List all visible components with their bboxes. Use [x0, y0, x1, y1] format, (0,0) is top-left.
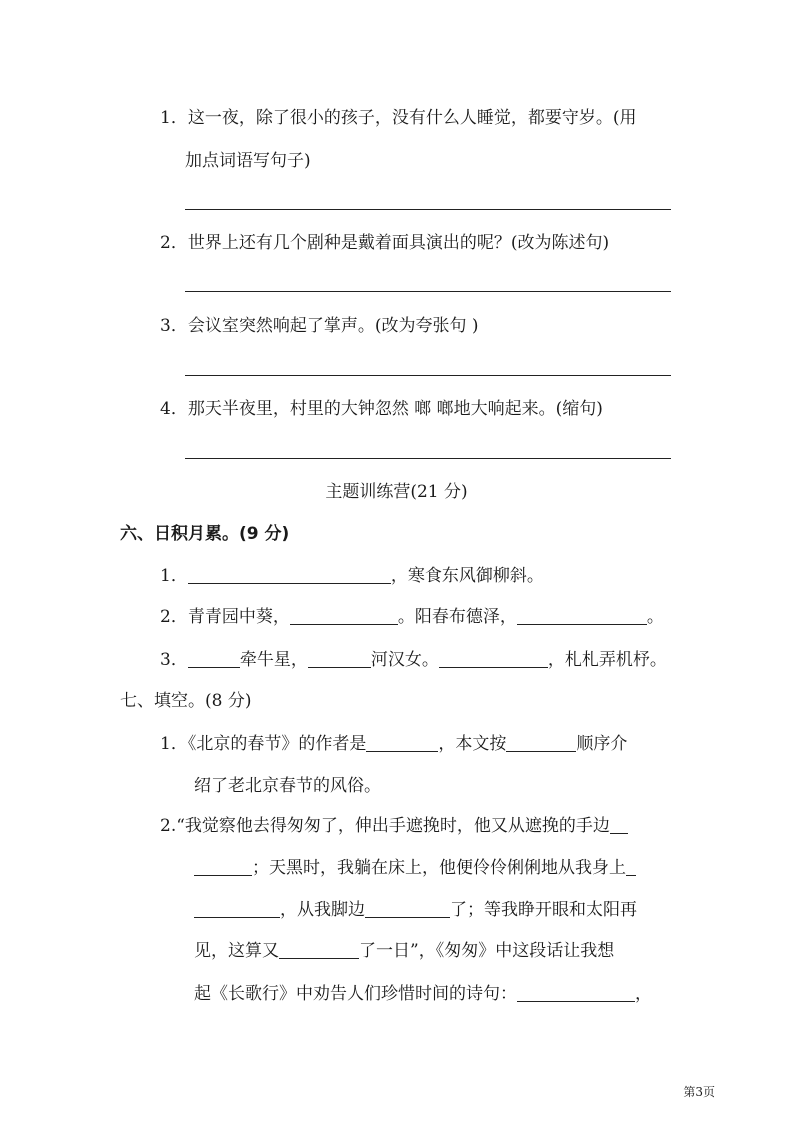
q7-1-c: 顺序介 — [576, 734, 628, 754]
answer-line-1[interactable] — [185, 209, 671, 210]
section6-heading: 六、日积月累。(9 分) — [120, 524, 290, 544]
q6-2-c: 。 — [646, 607, 664, 627]
q7-2-l1: 2.“我觉察他去得匆匆了，伸出手遮挽时，他又从遮挽的手边 — [160, 816, 610, 836]
q7-2-blank4[interactable] — [194, 899, 280, 918]
q7-1-line2: 绍了老北京春节的风俗。 — [194, 776, 381, 796]
q7-2-l5b: ， — [635, 984, 652, 1004]
q6-2-blank2[interactable] — [517, 606, 647, 625]
q6-1-num: 1． — [160, 566, 188, 586]
q7-2-l2a: ；天黑时，我躺在床上，他便伶伶俐俐地从我身上 — [252, 858, 626, 878]
q7-2-l3b: 了；等我睁开眼和太阳再 — [450, 900, 637, 920]
q7-2-line1 — [160, 815, 628, 837]
q5-3: 3．会议室突然响起了掌声。(改为夸张句 ) — [160, 316, 479, 336]
q6-3 — [160, 649, 667, 671]
q7-2-blank3[interactable] — [626, 857, 636, 876]
q7-1-blank1[interactable] — [366, 733, 438, 752]
q5-1-line2: 加点词语写句子) — [185, 151, 311, 171]
q7-2-blank5[interactable] — [365, 899, 450, 918]
q7-2-blank1[interactable] — [610, 815, 628, 834]
answer-line-4[interactable] — [185, 458, 671, 459]
q6-1 — [160, 565, 544, 587]
q6-2-b: 。阳春布德泽， — [397, 607, 517, 627]
q7-2-line2 — [194, 857, 636, 879]
q7-1-a: 1．《北京的春节》的作者是 — [160, 734, 367, 754]
q6-3-a: 牵牛星， — [239, 650, 308, 670]
q6-3-b: 河汉女。 — [370, 650, 439, 670]
q7-2-blank7[interactable] — [517, 983, 635, 1002]
theme-title: 主题训练营(21 分) — [325, 482, 468, 502]
q6-1-blank[interactable] — [188, 565, 391, 584]
q5-1-line1: 1．这一夜，除了很小的孩子，没有什么人睡觉，都要守岁。(用 — [160, 108, 637, 128]
section7-heading: 七、填空。(8 分) — [120, 691, 252, 711]
q6-3-blank2[interactable] — [308, 649, 371, 668]
answer-line-2[interactable] — [185, 291, 671, 292]
q7-2-l3a: ，从我脚边 — [280, 900, 365, 920]
q6-2-a: 2．青青园中葵， — [160, 607, 290, 627]
q5-2: 2．世界上还有几个剧种是戴着面具演出的呢？(改为陈述句) — [160, 233, 610, 253]
page-number: 第3页 — [683, 1085, 715, 1099]
q7-1-line1 — [160, 733, 627, 755]
q7-2-l5a: 起《长歌行》中劝告人们珍惜时间的诗句： — [194, 984, 517, 1004]
answer-line-3[interactable] — [185, 375, 671, 376]
q6-3-c: ，札札弄机杼。 — [547, 650, 667, 670]
q6-2 — [160, 606, 664, 628]
q7-2-l4b: 了一日”，《匆匆》中这段话让我想 — [359, 941, 615, 961]
q7-2-line4 — [194, 940, 614, 962]
q6-3-blank1[interactable] — [188, 649, 240, 668]
q7-2-blank6[interactable] — [279, 940, 359, 959]
q7-2-l4a: 见，这算又 — [194, 941, 279, 961]
q7-2-blank2[interactable] — [194, 857, 252, 876]
q6-3-num: 3． — [160, 650, 188, 670]
q7-1-b: ，本文按 — [438, 734, 507, 754]
q6-1-text: ，寒食东风御柳斜。 — [390, 566, 544, 586]
q7-2-line3 — [194, 899, 637, 921]
q7-2-line5 — [194, 983, 652, 1005]
q7-1-blank2[interactable] — [506, 733, 576, 752]
q5-4: 4．那天半夜里，村里的大钟忽然 啷 啷地大响起来。(缩句) — [160, 399, 603, 419]
q6-3-blank3[interactable] — [439, 649, 548, 668]
q6-2-blank1[interactable] — [290, 606, 398, 625]
